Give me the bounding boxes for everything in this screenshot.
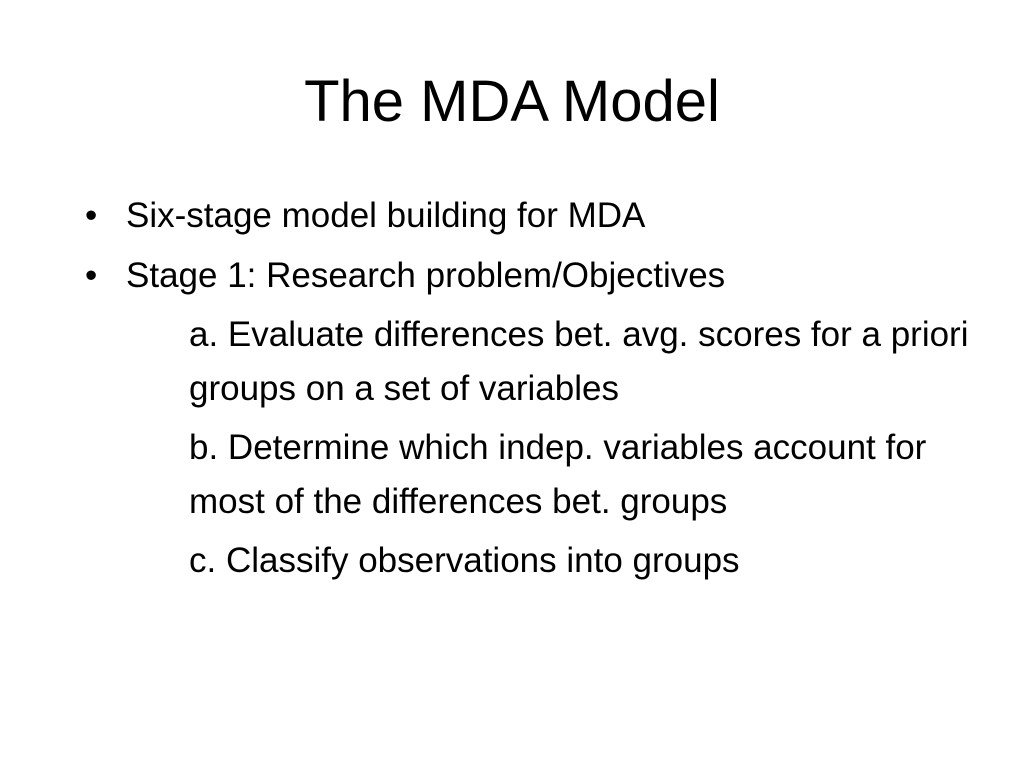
bullet-glyph: •	[85, 256, 98, 295]
sub-item-a: a. Evaluate differences bet. avg. scores for a priori groups on a set of variables	[189, 315, 969, 408]
sub-item-b: b. Determine which indep. variables account for most of the differences bet. groups	[189, 428, 927, 521]
slide-body	[85, 188, 1000, 593]
slide-title: The MDA Model	[304, 69, 720, 134]
bullet-glyph: •	[85, 196, 98, 235]
bullet-text: Six-stage model building for MDA	[126, 196, 646, 235]
bullet-item	[85, 248, 1000, 303]
sub-item-c: c. Classify observations into groups	[189, 541, 740, 580]
bullet-text: Stage 1: Research problem/Objectives	[126, 256, 726, 295]
bullet-item	[85, 188, 1000, 243]
